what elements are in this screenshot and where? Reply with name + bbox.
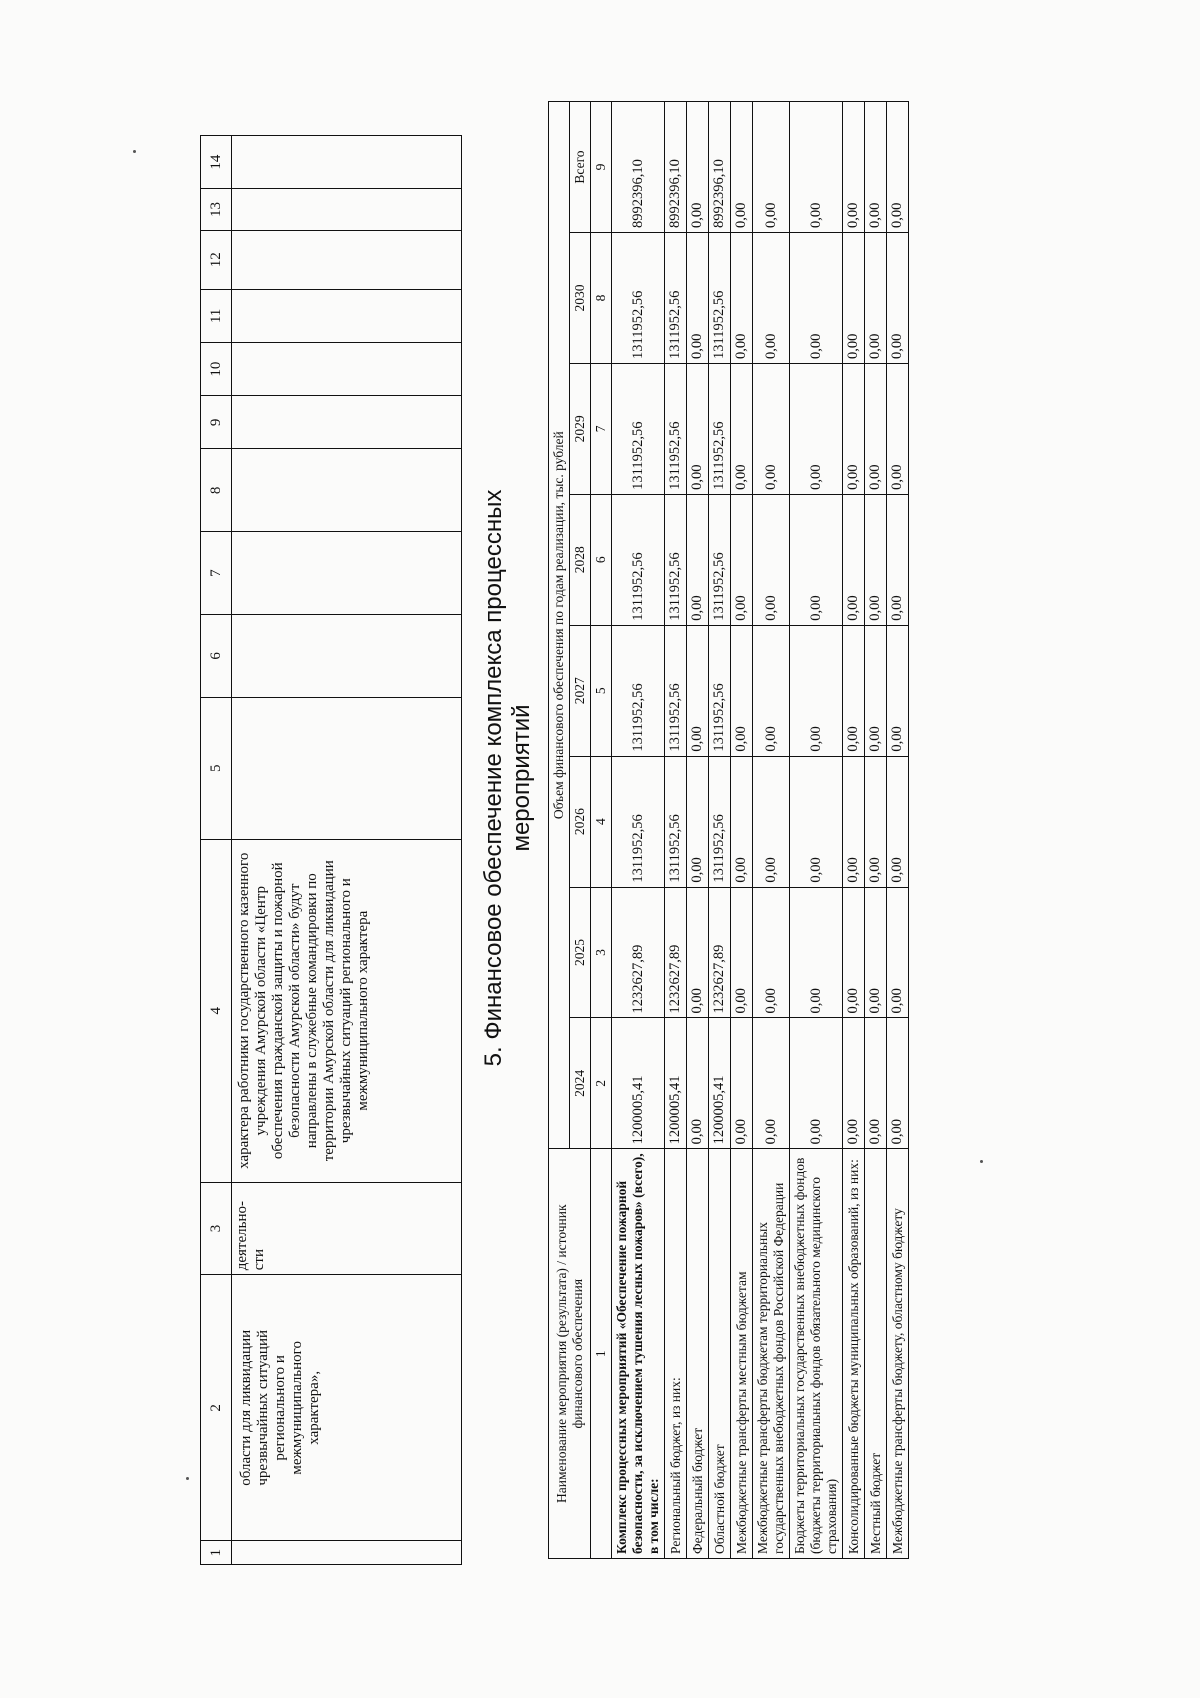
table-row (709, 102, 731, 1559)
col-header: 7 (201, 532, 232, 615)
cell-explanation: характера работники государственного казенного учреждения Амурской области «Центр обеспечения гражданской защиты и пожарной безопасности Амурской области» будут направлены в служебные командировки по территории Амурской области для ликвидации чрезвычайных ситуаций регионального и межмуниципального характера (232, 839, 462, 1182)
value-cell: 0,00 (687, 887, 709, 1018)
col-header: 9 (201, 396, 232, 449)
value-cell: 0,00 (790, 1018, 843, 1149)
value-cell: 0,00 (790, 233, 843, 364)
column-number-row (591, 102, 612, 1559)
row-name: Консолидированные бюджеты муниципальных образований, из них: (843, 1149, 865, 1559)
financing-table (548, 101, 909, 1559)
value-cell: 1311952,56 (612, 756, 665, 887)
value-cell: 0,00 (843, 625, 865, 756)
value-cell: 0,00 (887, 625, 909, 756)
value-cell: 0,00 (753, 363, 790, 494)
row-name: Бюджеты территориальных государственных внебюджетных фондов (бюджеты территориальных фондов обязательного медицинского страхования) (790, 1149, 843, 1559)
value-cell: 0,00 (843, 887, 865, 1018)
col-header: 3 (201, 1182, 232, 1275)
value-cell: 0,00 (865, 625, 887, 756)
year-header: 2028 (570, 494, 591, 625)
value-cell: 0,00 (887, 102, 909, 233)
year-header: 2030 (570, 233, 591, 364)
col-number: 9 (591, 102, 612, 233)
col-header: 12 (201, 230, 232, 289)
year-header: Всего (570, 102, 591, 233)
value-cell: 0,00 (731, 756, 753, 887)
value-cell: 0,00 (731, 363, 753, 494)
value-cell: 1311952,56 (665, 625, 687, 756)
col-header: 1 (201, 1541, 232, 1565)
cell (232, 615, 462, 698)
col-header: 10 (201, 343, 232, 396)
cell (232, 1541, 462, 1565)
value-cell: 0,00 (865, 233, 887, 364)
header-row-group (549, 102, 570, 1559)
section-title: 5. Финансовое обеспечение комплекса процессных мероприятий (480, 489, 535, 1067)
value-cell: 1232627,89 (665, 887, 687, 1018)
value-cell: 1311952,56 (665, 233, 687, 364)
value-cell: 0,00 (865, 1018, 887, 1149)
value-cell: 0,00 (865, 756, 887, 887)
value-cell: 0,00 (753, 887, 790, 1018)
year-header: 2025 (570, 887, 591, 1018)
value-cell: 0,00 (843, 494, 865, 625)
col-number: 8 (591, 233, 612, 364)
cell (232, 449, 462, 532)
value-cell: 8992396,10 (612, 102, 665, 233)
value-cell: 0,00 (790, 887, 843, 1018)
value-cell: 1311952,56 (612, 625, 665, 756)
value-cell: 0,00 (687, 363, 709, 494)
col-number: 1 (591, 1149, 612, 1559)
year-header: 2024 (570, 1018, 591, 1149)
value-cell: 1311952,56 (709, 756, 731, 887)
value-cell: 0,00 (731, 233, 753, 364)
cell-description: области для ликвидации чрезвычайных ситуаций регионального и межмуниципального характера», (232, 1275, 462, 1541)
row-name: Федеральный бюджет (687, 1149, 709, 1559)
value-cell: 0,00 (731, 1018, 753, 1149)
row-name: Областной бюджет (709, 1149, 731, 1559)
col-header: 2 (201, 1275, 232, 1541)
value-cell: 0,00 (753, 756, 790, 887)
value-cell: 8992396,10 (665, 102, 687, 233)
value-cell: 1311952,56 (709, 625, 731, 756)
value-cell: 0,00 (753, 233, 790, 364)
value-cell: 1232627,89 (709, 887, 731, 1018)
table-row (665, 102, 687, 1559)
table-row (731, 102, 753, 1559)
row-name: Межбюджетные трансферты бюджетам территориальных государственных внебюджетных фондов Российской Федерации (753, 1149, 790, 1559)
value-cell: 0,00 (843, 233, 865, 364)
value-cell: 0,00 (731, 102, 753, 233)
col-header: 4 (201, 839, 232, 1182)
cell (232, 230, 462, 289)
value-cell: 0,00 (731, 625, 753, 756)
value-cell: 1311952,56 (665, 494, 687, 625)
value-cell: 0,00 (887, 756, 909, 887)
value-cell: 0,00 (843, 756, 865, 887)
value-cell: 1311952,56 (612, 363, 665, 494)
table-row (612, 102, 665, 1559)
value-cell: 8992396,10 (709, 102, 731, 233)
value-cell: 0,00 (687, 625, 709, 756)
table-row (843, 102, 865, 1559)
table-row (790, 102, 843, 1559)
table-row (887, 102, 909, 1559)
value-cell: 0,00 (687, 1018, 709, 1149)
cell (232, 532, 462, 615)
value-cell: 0,00 (887, 363, 909, 494)
col-number: 4 (591, 756, 612, 887)
value-cell: 0,00 (687, 233, 709, 364)
value-cell: 0,00 (887, 1018, 909, 1149)
value-cell: 0,00 (865, 102, 887, 233)
col-number: 5 (591, 625, 612, 756)
value-cell: 0,00 (865, 887, 887, 1018)
value-cell: 0,00 (865, 494, 887, 625)
cell (232, 136, 462, 189)
value-cell: 1200005,41 (612, 1018, 665, 1149)
content-row (232, 136, 462, 1565)
value-cell: 0,00 (843, 102, 865, 233)
value-cell: 0,00 (790, 494, 843, 625)
value-cell: 0,00 (887, 887, 909, 1018)
value-cell: 0,00 (790, 102, 843, 233)
table-row (687, 102, 709, 1559)
continuation-table (200, 135, 462, 1565)
row-name: Региональный бюджет, из них: (665, 1149, 687, 1559)
year-header: 2027 (570, 625, 591, 756)
col-header: 11 (201, 289, 232, 342)
col-header: 13 (201, 189, 232, 230)
value-cell: 0,00 (731, 494, 753, 625)
col-number: 3 (591, 887, 612, 1018)
value-cell: 0,00 (753, 102, 790, 233)
row-name: Местный бюджет (865, 1149, 887, 1559)
col-number: 6 (591, 494, 612, 625)
cell (232, 697, 462, 839)
col-number: 7 (591, 363, 612, 494)
value-cell: 0,00 (753, 1018, 790, 1149)
col-number: 2 (591, 1018, 612, 1149)
value-cell: 0,00 (843, 1018, 865, 1149)
value-cell: 0,00 (790, 756, 843, 887)
col-header: 6 (201, 615, 232, 698)
year-header: 2029 (570, 363, 591, 494)
col-header: 5 (201, 697, 232, 839)
col-header: 8 (201, 449, 232, 532)
table-row (865, 102, 887, 1559)
value-cell: 0,00 (731, 887, 753, 1018)
value-cell: 0,00 (687, 494, 709, 625)
year-header: 2026 (570, 756, 591, 887)
value-cell: 1311952,56 (612, 233, 665, 364)
col-header: 14 (201, 136, 232, 189)
value-cell: 0,00 (687, 102, 709, 233)
financing-group-header: Объем финансового обеспечения по годам реализации, тыс. рублей (549, 102, 570, 1149)
value-cell: 1232627,89 (612, 887, 665, 1018)
value-cell: 0,00 (687, 756, 709, 887)
cell (232, 189, 462, 230)
value-cell: 1311952,56 (665, 756, 687, 887)
value-cell: 1311952,56 (612, 494, 665, 625)
value-cell: 1311952,56 (709, 494, 731, 625)
value-cell: 1311952,56 (665, 363, 687, 494)
cell (232, 289, 462, 342)
name-column-header: Наименование мероприятия (результата) / источник финансового обеспечения (549, 1149, 591, 1559)
value-cell: 0,00 (753, 494, 790, 625)
table-row (753, 102, 790, 1559)
column-number-row (201, 136, 232, 1565)
value-cell: 0,00 (887, 233, 909, 364)
value-cell: 0,00 (887, 494, 909, 625)
row-name: Межбюджетные трансферты местным бюджетам (731, 1149, 753, 1559)
row-name: Межбюджетные трансферты бюджету, областному бюджету (887, 1149, 909, 1559)
value-cell: 0,00 (865, 363, 887, 494)
cell-activity: деятельно-сти (232, 1182, 462, 1275)
value-cell: 1200005,41 (665, 1018, 687, 1149)
value-cell: 1311952,56 (709, 233, 731, 364)
value-cell: 1200005,41 (709, 1018, 731, 1149)
row-name: Комплекс процессных мероприятий «Обеспечение пожарной безопасности, за исключением тушения лесных пожаров» (всего), в том числе: (612, 1149, 665, 1559)
value-cell: 0,00 (843, 363, 865, 494)
value-cell: 0,00 (790, 363, 843, 494)
value-cell: 1311952,56 (709, 363, 731, 494)
cell (232, 396, 462, 449)
cell (232, 343, 462, 396)
value-cell: 0,00 (790, 625, 843, 756)
value-cell: 0,00 (753, 625, 790, 756)
